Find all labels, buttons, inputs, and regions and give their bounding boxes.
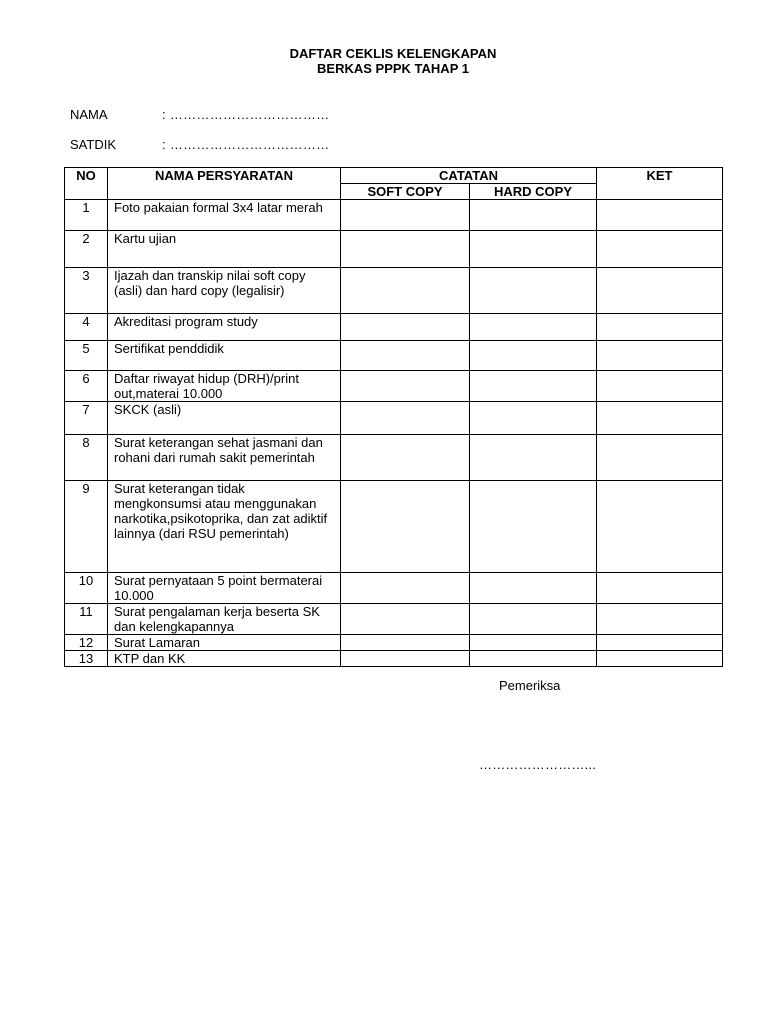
table-row: [65, 573, 723, 604]
table-row: [65, 604, 723, 635]
row-number: 8: [65, 435, 108, 481]
signature-line: ……………………...: [479, 757, 597, 772]
hard-copy-cell: [470, 651, 597, 667]
soft-copy-cell: [341, 231, 470, 268]
header-no: NO: [65, 168, 108, 200]
table-row: [65, 635, 723, 651]
nama-label: NAMA: [70, 107, 108, 122]
signature-label: Pemeriksa: [499, 678, 561, 693]
table-row: [65, 651, 723, 667]
ket-cell: [597, 200, 723, 231]
header-soft-copy: SOFT COPY: [341, 184, 470, 200]
document-subtitle: BERKAS PPPK TAHAP 1: [317, 61, 469, 76]
ket-cell: [597, 573, 723, 604]
table-row: [65, 435, 723, 481]
table-row: [65, 341, 723, 371]
hard-copy-cell: [470, 231, 597, 268]
table-row: [65, 314, 723, 341]
ket-cell: [597, 481, 723, 573]
ket-cell: [597, 604, 723, 635]
soft-copy-cell: [341, 341, 470, 371]
requirement-name: Kartu ujian: [108, 231, 341, 268]
soft-copy-cell: [341, 268, 470, 314]
row-number: 5: [65, 341, 108, 371]
soft-copy-cell: [341, 200, 470, 231]
row-number: 7: [65, 402, 108, 435]
soft-copy-cell: [341, 573, 470, 604]
table-row: [65, 402, 723, 435]
row-number: 10: [65, 573, 108, 604]
requirement-name: Akreditasi program study: [108, 314, 341, 341]
requirement-name: Sertifikat penddidik: [108, 341, 341, 371]
header-nama-persyaratan: NAMA PERSYARATAN: [108, 168, 341, 200]
hard-copy-cell: [470, 341, 597, 371]
header-catatan: CATATAN: [341, 168, 597, 184]
requirement-name: Foto pakaian formal 3x4 latar merah: [108, 200, 341, 231]
header-ket: KET: [597, 168, 723, 200]
ket-cell: [597, 231, 723, 268]
soft-copy-cell: [341, 651, 470, 667]
hard-copy-cell: [470, 573, 597, 604]
checklist-table: [64, 167, 723, 667]
row-number: 1: [65, 200, 108, 231]
satdik-value: : ………………………………: [162, 137, 330, 152]
hard-copy-cell: [470, 604, 597, 635]
ket-cell: [597, 341, 723, 371]
table-row: [65, 231, 723, 268]
table-row: [65, 371, 723, 402]
hard-copy-cell: [470, 268, 597, 314]
row-number: 11: [65, 604, 108, 635]
requirement-name: Surat keterangan sehat jasmani dan rohani dari rumah sakit pemerintah: [108, 435, 341, 481]
hard-copy-cell: [470, 635, 597, 651]
hard-copy-cell: [470, 371, 597, 402]
ket-cell: [597, 268, 723, 314]
row-number: 9: [65, 481, 108, 573]
requirement-name: Surat pernyataan 5 point bermaterai 10.000: [108, 573, 341, 604]
table-row: [65, 200, 723, 231]
row-number: 12: [65, 635, 108, 651]
hard-copy-cell: [470, 402, 597, 435]
nama-value: : ………………………………: [162, 107, 330, 122]
requirement-name: Surat pengalaman kerja beserta SK dan kelengkapannya: [108, 604, 341, 635]
ket-cell: [597, 435, 723, 481]
table-row: [65, 481, 723, 573]
header-hard-copy: HARD COPY: [470, 184, 597, 200]
soft-copy-cell: [341, 481, 470, 573]
hard-copy-cell: [470, 435, 597, 481]
satdik-label: SATDIK: [70, 137, 116, 152]
ket-cell: [597, 635, 723, 651]
row-number: 13: [65, 651, 108, 667]
soft-copy-cell: [341, 402, 470, 435]
soft-copy-cell: [341, 371, 470, 402]
hard-copy-cell: [470, 481, 597, 573]
soft-copy-cell: [341, 604, 470, 635]
hard-copy-cell: [470, 200, 597, 231]
requirement-name: SKCK (asli): [108, 402, 341, 435]
ket-cell: [597, 651, 723, 667]
requirement-name: Daftar riwayat hidup (DRH)/print out,materai 10.000: [108, 371, 341, 402]
soft-copy-cell: [341, 635, 470, 651]
requirement-name: KTP dan KK: [108, 651, 341, 667]
requirement-name: Surat Lamaran: [108, 635, 341, 651]
table-row: [65, 268, 723, 314]
ket-cell: [597, 314, 723, 341]
row-number: 3: [65, 268, 108, 314]
ket-cell: [597, 402, 723, 435]
row-number: 4: [65, 314, 108, 341]
soft-copy-cell: [341, 314, 470, 341]
soft-copy-cell: [341, 435, 470, 481]
requirement-name: Surat keterangan tidak mengkonsumsi atau menggunakan narkotika,psikotoprika, dan zat adiktif lainnya (dari RSU pemerintah): [108, 481, 341, 573]
row-number: 6: [65, 371, 108, 402]
hard-copy-cell: [470, 314, 597, 341]
document-title: DAFTAR CEKLIS KELENGKAPAN: [289, 46, 497, 61]
ket-cell: [597, 371, 723, 402]
row-number: 2: [65, 231, 108, 268]
requirement-name: Ijazah dan transkip nilai soft copy (asli) dan hard copy (legalisir): [108, 268, 341, 314]
